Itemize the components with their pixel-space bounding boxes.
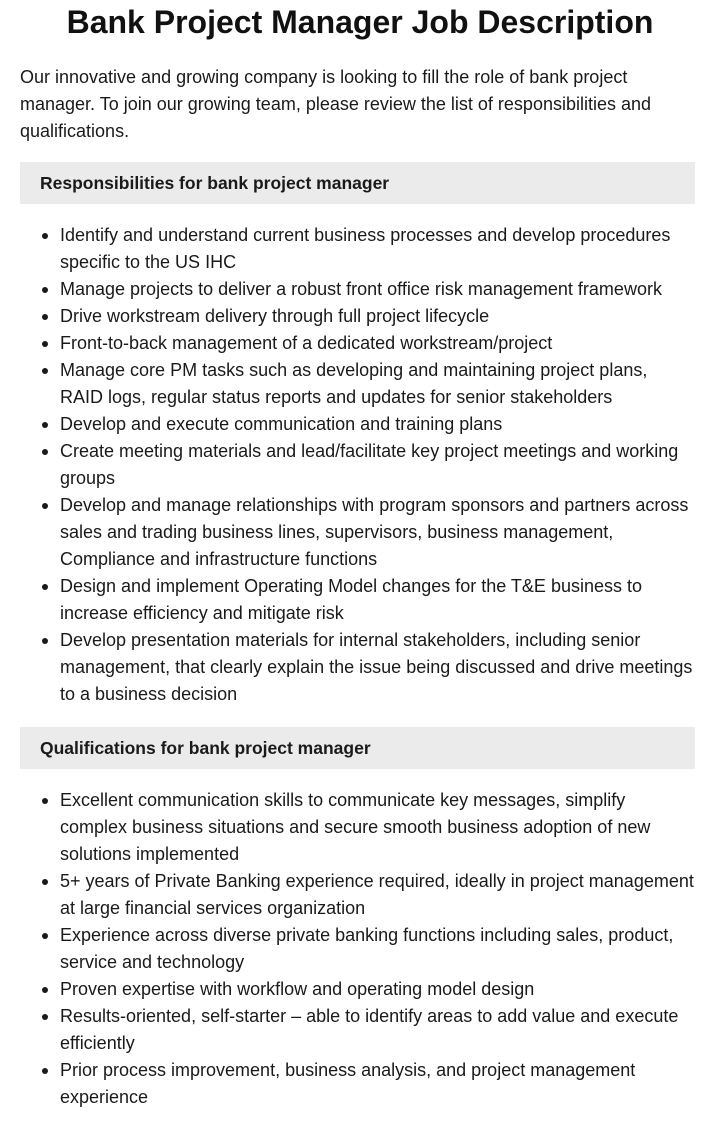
responsibility-item: Manage projects to deliver a robust front office risk management framework <box>0 276 695 303</box>
responsibility-item: Drive workstream delivery through full project lifecycle <box>0 303 695 330</box>
qualifications-list <box>0 787 695 1111</box>
qualifications-heading: Qualifications for bank project manager <box>20 727 695 769</box>
responsibility-item: Develop and manage relationships with program sponsors and partners across sales and trading business lines, supervisors, business management, Compliance and infrastructure functions <box>0 492 695 573</box>
responsibility-item: Develop and execute communication and training plans <box>0 411 695 438</box>
responsibility-item: Design and implement Operating Model changes for the T&E business to increase efficiency and mitigate risk <box>0 573 695 627</box>
qualification-item: Proven expertise with workflow and operating model design <box>0 976 695 1003</box>
intro-paragraph: Our innovative and growing company is looking to fill the role of bank project manager. To join our growing team, please review the list of responsibilities and qualifications. <box>20 67 652 141</box>
qualification-item: Prior process improvement, business analysis, and project management experience <box>0 1057 695 1111</box>
qualification-item: Results-oriented, self-starter – able to identify areas to add value and execute efficiently <box>0 1003 695 1057</box>
qualification-item: Excellent communication skills to communicate key messages, simplify complex business situations and secure smooth business adoption of new solutions implemented <box>0 787 695 868</box>
responsibility-item: Identify and understand current business processes and develop procedures specific to the US IHC <box>0 222 695 276</box>
responsibility-item: Create meeting materials and lead/facilitate key project meetings and working groups <box>0 438 695 492</box>
page-title: Bank Project Manager Job Description <box>66 4 654 40</box>
responsibility-item: Manage core PM tasks such as developing and maintaining project plans, RAID logs, regular status reports and updates for senior stakeholders <box>0 357 695 411</box>
responsibilities-heading: Responsibilities for bank project manager <box>20 162 695 204</box>
responsibilities-list <box>0 222 695 708</box>
qualification-item: 5+ years of Private Banking experience required, ideally in project management at large financial services organization <box>0 868 695 922</box>
qualification-item: Experience across diverse private banking functions including sales, product, service and technology <box>0 922 695 976</box>
responsibility-item: Develop presentation materials for internal stakeholders, including senior management, that clearly explain the issue being discussed and drive meetings to a business decision <box>0 627 695 708</box>
responsibility-item: Front-to-back management of a dedicated workstream/project <box>0 330 695 357</box>
